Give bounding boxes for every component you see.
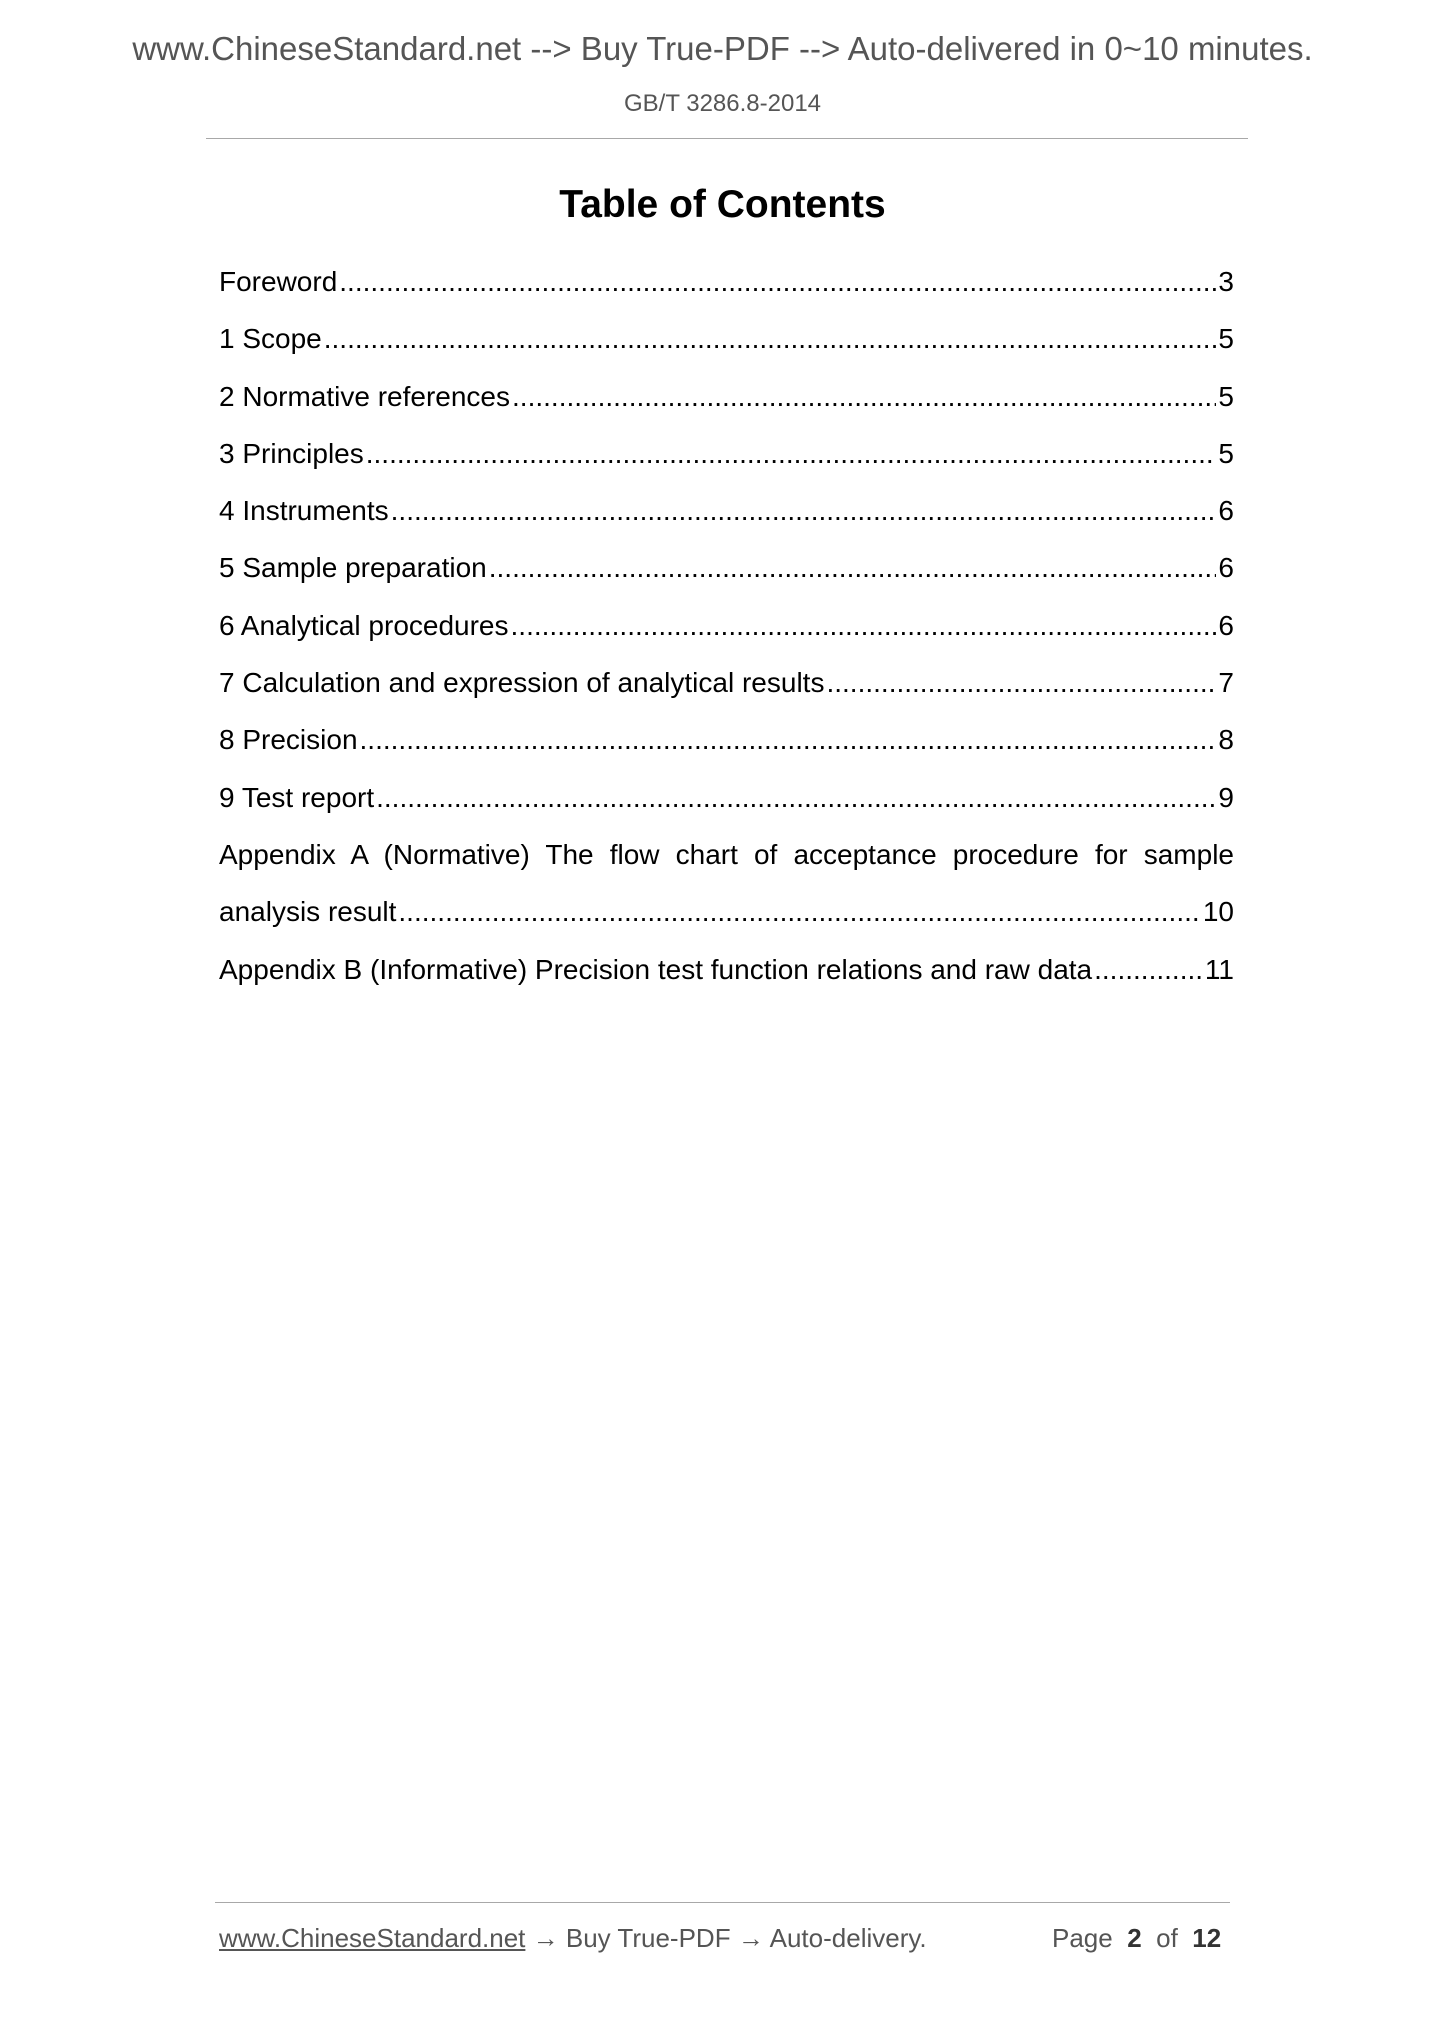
toc-entry-page: 5: [1218, 437, 1234, 469]
toc-entry-label: analysis result: [219, 896, 397, 928]
toc-title: Table of Contents: [559, 183, 886, 226]
toc-entry-appendix-a-line1[interactable]: Appendix A (Normative) The flow chart of acceptance procedure for sample: [219, 838, 1234, 870]
document-code: GB/T 3286.8-2014: [623, 90, 822, 117]
toc-leader-dots: [360, 711, 1217, 768]
toc-leader-dots: [398, 883, 1200, 940]
toc-leader-dots: [339, 253, 1216, 310]
page-indicator: [1052, 1923, 1221, 1954]
toc-entry-page: 5: [1218, 380, 1234, 412]
toc-leader-dots: [376, 769, 1216, 826]
toc-entry-label: 2 Normative references: [219, 380, 511, 412]
toc-leader-dots: [1094, 941, 1203, 998]
of-word: of: [1156, 1923, 1178, 1953]
toc-entry-page: 9: [1218, 781, 1234, 813]
table-of-contents: [219, 253, 1234, 998]
toc-leader-dots: [366, 425, 1217, 482]
toc-entry-page: 11: [1204, 953, 1234, 985]
toc-entry-page: 6: [1218, 552, 1234, 584]
toc-entry-label: 9 Test report: [219, 781, 375, 813]
toc-entry-precision[interactable]: [219, 711, 1234, 768]
toc-entry-label: 4 Instruments: [219, 495, 389, 527]
toc-leader-dots: [512, 368, 1216, 425]
toc-entry-page: 6: [1218, 495, 1234, 527]
toc-entry-page: 5: [1218, 323, 1234, 355]
arrow-right-icon: →: [532, 1923, 559, 1953]
toc-entry-page: 7: [1218, 667, 1234, 699]
toc-entry-page: 8: [1218, 724, 1234, 756]
toc-entry-label: 7 Calculation and expression of analytical results: [219, 667, 825, 699]
toc-entry-test-report[interactable]: [219, 769, 1234, 826]
page-word: Page: [1052, 1923, 1113, 1953]
footer-site-link[interactable]: www.ChineseStandard.net: [219, 1923, 526, 1953]
footer-divider: [215, 1902, 1230, 1903]
footer-delivery-text: Auto-delivery.: [769, 1923, 927, 1953]
toc-entry-foreword[interactable]: [219, 253, 1234, 310]
arrow-right-icon: →: [737, 1923, 764, 1953]
toc-entry-label: Foreword: [219, 266, 338, 297]
toc-entry-label: 6 Analytical procedures: [219, 609, 509, 641]
toc-entry-principles[interactable]: [219, 425, 1234, 482]
toc-leader-dots: [489, 539, 1217, 596]
toc-leader-dots: [391, 482, 1217, 539]
current-page-number: 2: [1127, 1923, 1142, 1953]
toc-entry-sample-preparation[interactable]: [219, 539, 1234, 596]
toc-entry-page: 3: [1218, 266, 1234, 297]
toc-entry-label: 5 Sample preparation: [219, 552, 487, 584]
header-divider: [206, 138, 1248, 139]
toc-entry-label: 1 Scope: [219, 323, 322, 355]
toc-entry-appendix-a-line2[interactable]: [219, 883, 1234, 940]
toc-entry-label: Appendix B (Informative) Precision test function relations and raw data: [219, 953, 1093, 985]
toc-entry-scope[interactable]: [219, 310, 1234, 367]
toc-entry-instruments[interactable]: [219, 482, 1234, 539]
toc-entry-page: 6: [1218, 609, 1234, 641]
toc-entry-page: 10: [1202, 896, 1234, 928]
toc-leader-dots: [826, 654, 1216, 711]
toc-leader-dots: [324, 310, 1217, 367]
toc-entry-label: 3 Principles: [219, 437, 364, 469]
promo-banner: www.ChineseStandard.net --> Buy True-PDF --> Auto-delivered in 0~10 minutes.: [132, 30, 1313, 67]
toc-entry-label: 8 Precision: [219, 724, 358, 756]
footer-buy-text: Buy True-PDF: [565, 1923, 731, 1953]
toc-entry-appendix-b[interactable]: [219, 941, 1234, 998]
toc-leader-dots: [511, 597, 1217, 654]
toc-entry-analytical-procedures[interactable]: [219, 597, 1234, 654]
toc-entry-normative-references[interactable]: [219, 368, 1234, 425]
toc-entry-calculation[interactable]: [219, 654, 1234, 711]
total-pages-number: 12: [1192, 1923, 1222, 1953]
footer-promo: [219, 1923, 927, 1954]
